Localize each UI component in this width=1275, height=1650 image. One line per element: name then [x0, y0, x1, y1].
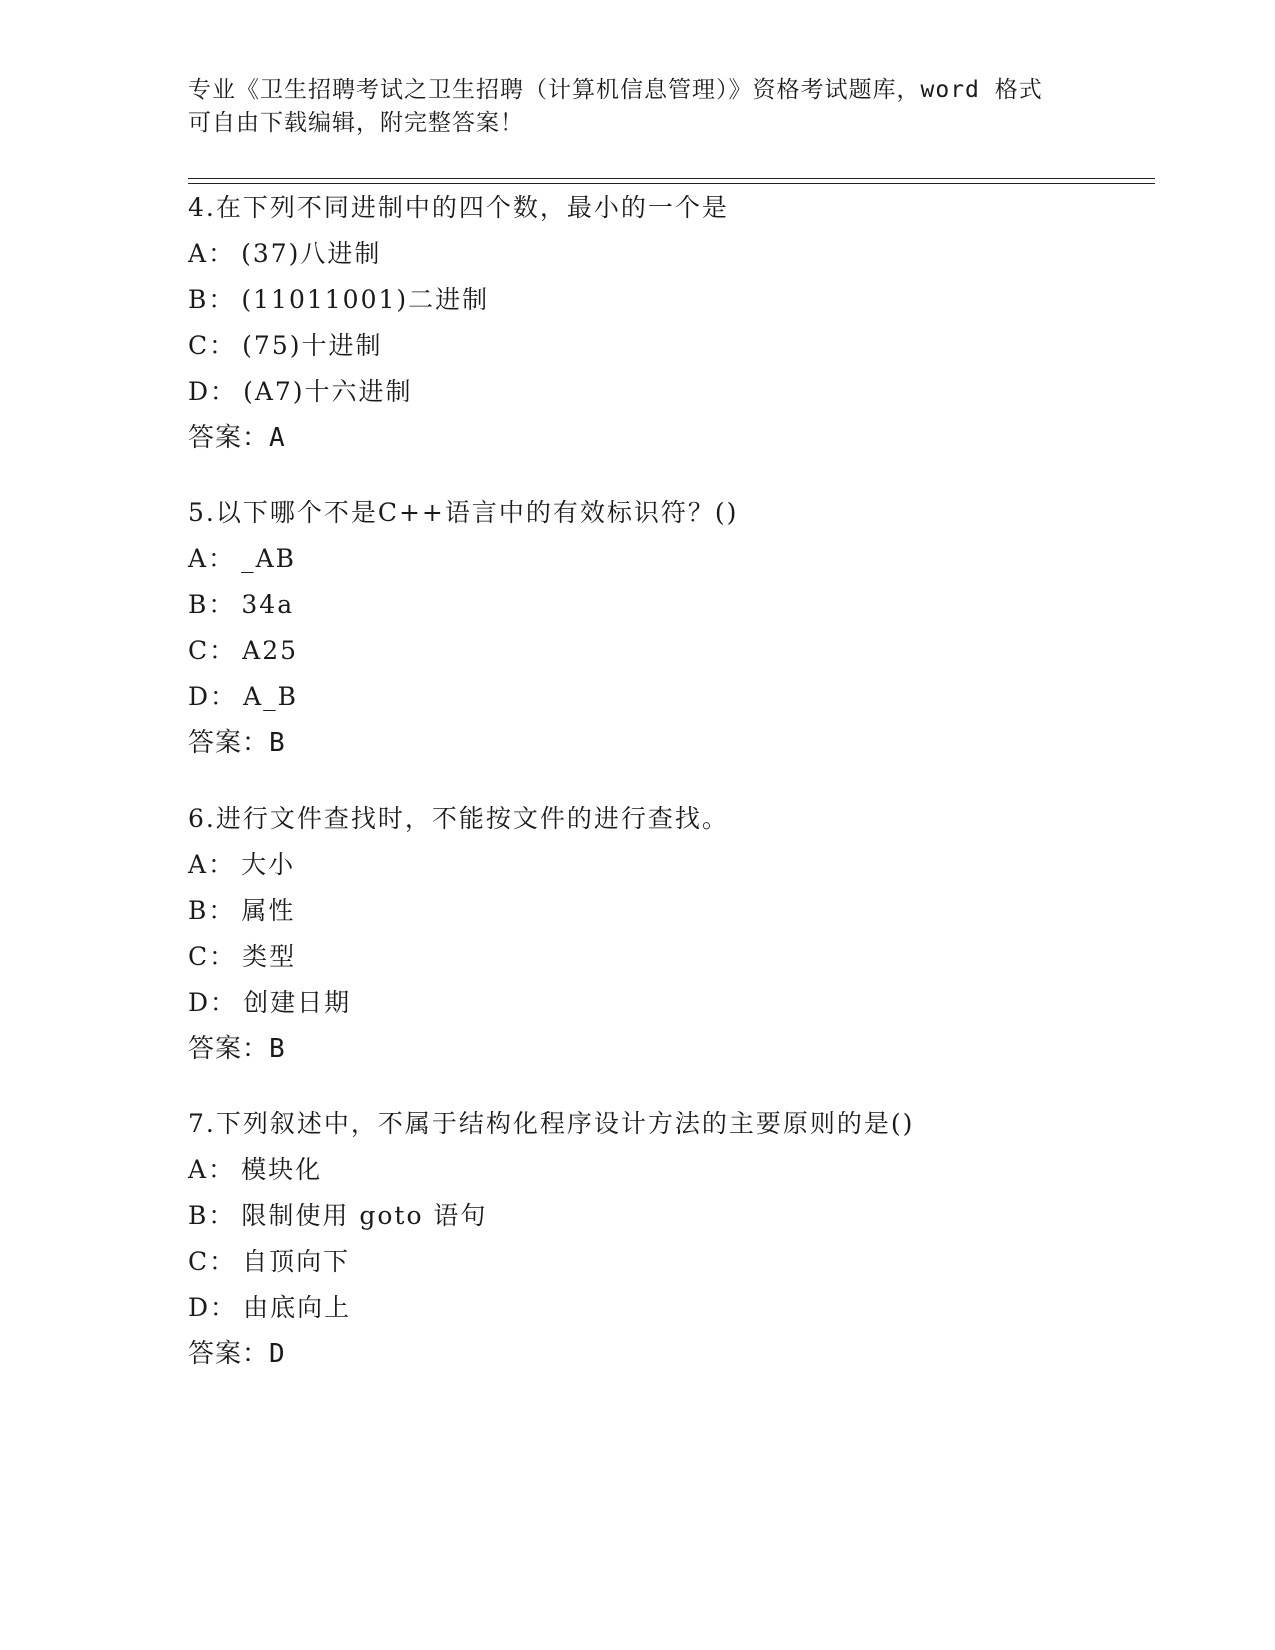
option-letter: C	[188, 942, 210, 971]
option-text: (11011001)二进制	[241, 285, 490, 314]
option-separator: ：	[210, 377, 238, 406]
option-d	[188, 980, 1148, 1026]
option-text: 属性	[241, 896, 296, 925]
header-divider-bottom	[188, 183, 1155, 184]
header-line-1: 专业《卫生招聘考试之卫生招聘（计算机信息管理）》资格考试题库，word 格式	[188, 77, 1043, 103]
option-text: 自顶向下	[242, 1247, 351, 1276]
option-text: 限制使用 goto 语句	[241, 1201, 488, 1230]
option-letter: D	[188, 988, 211, 1017]
document-header	[188, 74, 1088, 140]
option-letter: D	[188, 1293, 211, 1322]
option-letter: B	[188, 896, 209, 925]
option-letter: A	[188, 1155, 209, 1184]
header-line-2: 可自由下载编辑，附完整答案！	[188, 110, 524, 136]
option-letter: B	[188, 1201, 209, 1230]
option-text: (75)十进制	[242, 331, 383, 360]
option-text: 34a	[241, 590, 295, 619]
answer-line: 答案：B	[188, 728, 286, 758]
option-text: A_B	[243, 682, 298, 711]
header-divider-top	[188, 178, 1155, 179]
answer-line: 答案：B	[188, 1034, 286, 1064]
option-separator: ：	[208, 1201, 236, 1230]
question-stem: 7.下列叙述中，不属于结构化程序设计方法的主要原则的是()	[188, 1109, 915, 1138]
option-c	[188, 323, 1148, 369]
question-block	[188, 1101, 1148, 1377]
option-separator: ：	[210, 682, 238, 711]
option-a	[188, 1147, 1148, 1193]
option-b	[188, 582, 1148, 628]
option-text: 大小	[241, 850, 296, 879]
option-letter: D	[188, 377, 211, 406]
option-b	[188, 888, 1148, 934]
option-separator: ：	[209, 636, 237, 665]
option-text: (A7)十六进制	[243, 377, 413, 406]
option-text: A25	[242, 636, 299, 665]
option-d	[188, 674, 1148, 720]
option-separator: ：	[210, 988, 238, 1017]
question-block	[188, 490, 1148, 766]
option-letter: C	[188, 331, 210, 360]
question-stem: 4.在下列不同进制中的四个数，最小的一个是	[188, 193, 729, 222]
option-a	[188, 842, 1148, 888]
option-separator: ：	[208, 285, 236, 314]
option-letter: D	[188, 682, 211, 711]
option-text: _AB	[241, 544, 297, 573]
option-separator: ：	[209, 1247, 237, 1276]
option-c	[188, 934, 1148, 980]
option-b	[188, 277, 1148, 323]
question-block	[188, 185, 1148, 461]
option-text: 类型	[242, 942, 297, 971]
option-d	[188, 369, 1148, 415]
answer-line: 答案：D	[188, 1339, 286, 1369]
question-block	[188, 796, 1148, 1072]
option-a	[188, 231, 1148, 277]
option-text: 模块化	[241, 1155, 323, 1184]
option-letter: A	[188, 544, 209, 573]
option-b	[188, 1193, 1148, 1239]
option-separator: ：	[210, 1293, 238, 1322]
question-stem: 5.以下哪个不是C++语言中的有效标识符？()	[188, 498, 739, 527]
option-separator: ：	[208, 1155, 236, 1184]
option-text: (37)八进制	[241, 239, 382, 268]
option-a	[188, 536, 1148, 582]
option-letter: A	[188, 850, 209, 879]
option-letter: C	[188, 636, 210, 665]
option-c	[188, 1239, 1148, 1285]
option-separator: ：	[209, 331, 237, 360]
option-separator: ：	[208, 850, 236, 879]
option-letter: A	[188, 239, 209, 268]
option-text: 由底向上	[243, 1293, 352, 1322]
option-letter: C	[188, 1247, 210, 1276]
option-separator: ：	[208, 590, 236, 619]
option-d	[188, 1285, 1148, 1331]
option-letter: B	[188, 590, 209, 619]
option-separator: ：	[208, 896, 236, 925]
option-text: 创建日期	[243, 988, 352, 1017]
question-stem: 6.进行文件查找时，不能按文件的进行查找。	[188, 804, 729, 833]
option-separator: ：	[208, 239, 236, 268]
option-separator: ：	[208, 544, 236, 573]
option-c	[188, 628, 1148, 674]
option-letter: B	[188, 285, 209, 314]
answer-line: 答案：A	[188, 423, 286, 453]
option-separator: ：	[209, 942, 237, 971]
